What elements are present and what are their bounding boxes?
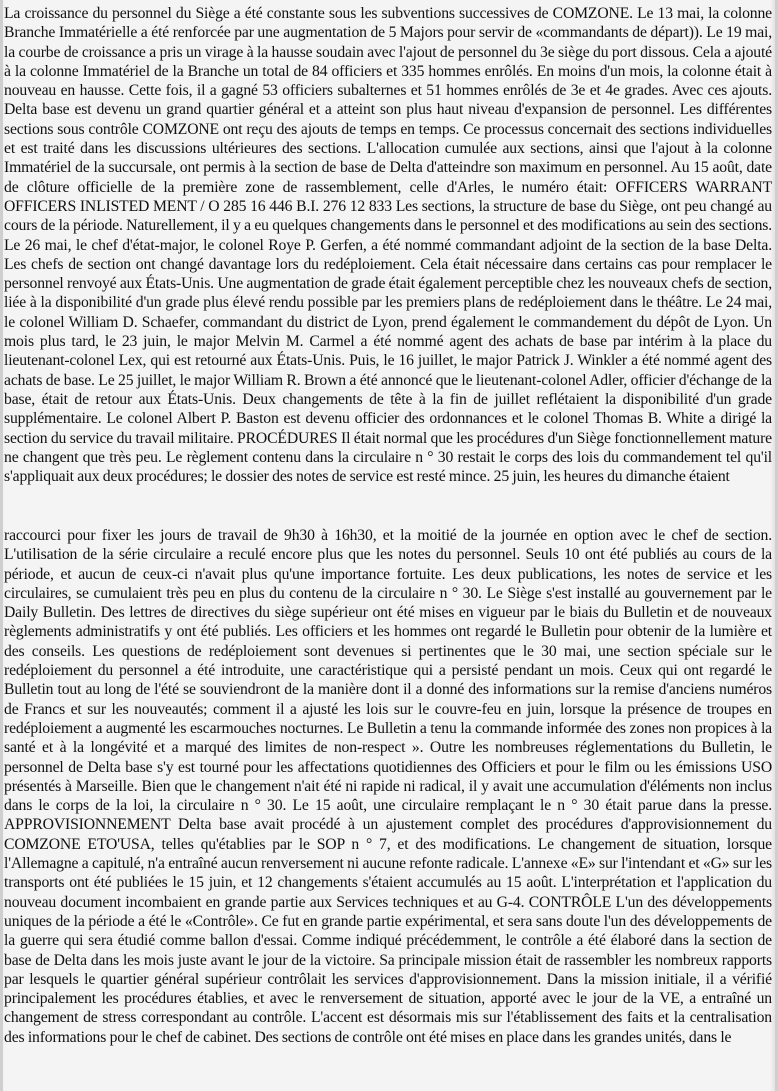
page-left-edge: [0, 0, 3, 1091]
body-paragraph-1: La croissance du personnel du Siège a été constante sous les subventions successives de COMZONE. Le 13 mai, la colonne Branche Immatérielle a été renforcée par une augmentation de 5 Majors pour servir de «commandants de départ)). Le 19 mai, la courbe de croissance a pris un virage à la hausse soudain avec l'ajout de personnel du 3e siège du port dissous. Cela a ajouté à la colonne Immatériel de la Branche un total de 84 officiers et 335 hommes enrôlés. En moins d'un mois, la colonne était à nouveau en hausse. Cette fois, il a gagné 53 officiers subalternes et 51 hommes enrôlés de 3e et 4e grades. Avec ces ajouts. Delta base est devenu un grand quartier général et a atteint son plus haut niveau d'expansion de personnel. Les différentes sections sous contrôle COMZONE ont reçu des ajouts de temps en temps. Ce processus concernait des sections individuelles et est traité dans les discussions ultérieures des sections. L'allocation cumulée aux sections, ainsi que l'ajout à la colonne Immatériel de la succursale, ont permis à la section de base de Delta d'atteindre son maximum en personnel. Au 15 août, date de clôture officielle de la première zone de rassemblement, celle d'Arles, le numéro était: OFFICERS WARRANT OFFICERS INLISTED MENT / O 285 16 446 B.I. 276 12 833 Les sections, la structure de base du Siège, ont peu changé au cours de la période. Naturellement, il y a eu quelques changements dans le personnel et des modifications au sein des sections. Le 26 mai, le chef d'état-major, le colonel Roye P. Gerfen, a été nommé commandant adjoint de la section de la base Delta. Les chefs de section ont changé davantage lors du redéploiement. Cela était nécessaire dans certains cas pour remplacer le personnel renvoyé aux États-Unis. Une augmentation de grade était également perceptible chez les nouveaux chefs de section, liée à la disponibilité d'un grade plus élevé rendu possible par les premiers plans de redéploiement dans le théâtre. Le 24 mai, le colonel William D. Schaefer, commandant du district de Lyon, prend également le commandement du dépôt de Lyon. Un mois plus tard, le 23 juin, le major Melvin M. Carmel a été nommé agent des achats de base par intérim à la place du lieutenant-colonel Lex, qui est retourné aux États-Unis. Puis, le 16 juillet, le major Patrick J. Winkler a été nommé agent des achats de base. Le 25 juillet, le major William R. Brown a été annoncé que le lieutenant-colonel Adler, officier d'échange de la base, était de retour aux États-Unis. Deux changements de tête à la fin de juillet reflétaient la disponibilité d'un grade supplémentaire. Le colonel Albert P. Baston est devenu officier des ordonnances et le colonel Thomas B. White a dirigé la section du service du travail militaire. PROCÉDURES Il était normal que les procédures d'un Siège fonctionnellement mature ne changent que très peu. Le règlement contenu dans la circulaire n ° 30 restait le corps des lois du commandement tel qu'il s'appliquait aux deux procédures; le dossier des notes de service est resté mince. 25 juin, les heures du dimanche étaient: [4, 5, 772, 486]
body-paragraph-2: raccourci pour fixer les jours de travail de 9h30 à 16h30, et la moitié de la journée en option avec le chef de section. L'utilisation de la série circulaire a reculé encore plus que les notes du personnel. Seuls 10 ont été publiés au cours de la période, et aucun de ceux-ci n'avait plus qu'une importance fortuite. Les deux publications, les notes de service et les circulaires, se cumulaient très peu en plus du contenu de la circulaire n ° 30. Le Siège s'est installé au gouvernement par le Daily Bulletin. Des lettres de directives du siège supérieur ont été mises en vigueur par le biais du Bulletin et de nouveaux règlements administratifs y ont été publiés. Les officiers et les hommes ont regardé le Bulletin pour obtenir de la lumière et des conseils. Les questions de redéploiement sont devenues si pertinentes que le 30 mai, une section spéciale sur le redéploiement du personnel a été introduite, une caractéristique qui a persisté pendant un mois. Ceux qui ont regardé le Bulletin tout au long de l'été se souviendront de la manière dont il a donné des informations sur la remise d'anciens numéros de Francs et sur les nouveautés; comment il a ajusté les lois sur le couvre-feu en juin, lorsque la présence de troupes en redéploiement a augmenté les escarmouches nocturnes. Le Bulletin a tenu la commande informée des zones non propices à la santé et à la longévité et a marqué des limites de non-respect ». Outre les nombreuses réglementations du Bulletin, le personnel de Delta base s'y est tourné pour les affectations quotidiennes des Officiers et pour le film ou les émissions USO présentés à Marseille. Bien que le changement n'ait été ni rapide ni radical, il y avait une accumulation d'éléments non inclus dans le corps de la loi, la circulaire n ° 30. Le 15 août, une circulaire remplaçant le n ° 30 était parue dans la presse. APPROVISIONNEMENT Delta base avait procédé à un ajustement complet des procédures d'approvisionnement du COMZONE ETO'USA, telles qu'établies par le SOP n ° 7, et des modifications. Le changement de situation, lorsque l'Allemagne a capitulé, n'a entraîné aucun renversement ni aucune refonte radicale. L'annexe «E» sur l'intendant et «G» sur les transports ont été publiées le 15 juin, et 12 changements s'étaient accumulés au 15 août. L'interprétation et l'application du nouveau document incombaient en grande partie aux Services techniques et au G-4. CONTRÔLE L'un des développements uniques de la période a été le «Contrôle». Ce fut en grande partie expérimental, et sera sans doute l'un des développements de la guerre qui sera étudié comme ballon d'essai. Comme indiqué précédemment, le contrôle a été élaboré dans la section de base de Delta dans les mois juste avant le jour de la victoire. Sa principale mission était de rassembler les nombreux rapports par lesquels le quartier général supérieur contrôlait les services d'approvisionnement. Dans la mission initiale, il a vérifié principalement les procédures établies, et avec le renversement de situation, apporté avec le jour de la VE, a entraîné un changement de stress correspondant au contrôle. L'accent est désormais mis sur l'établissement des faits et la centralisation des informations pour le chef de cabinet. Des sections de contrôle ont été mises en place dans les grandes unités, dans le: [4, 527, 772, 1046]
